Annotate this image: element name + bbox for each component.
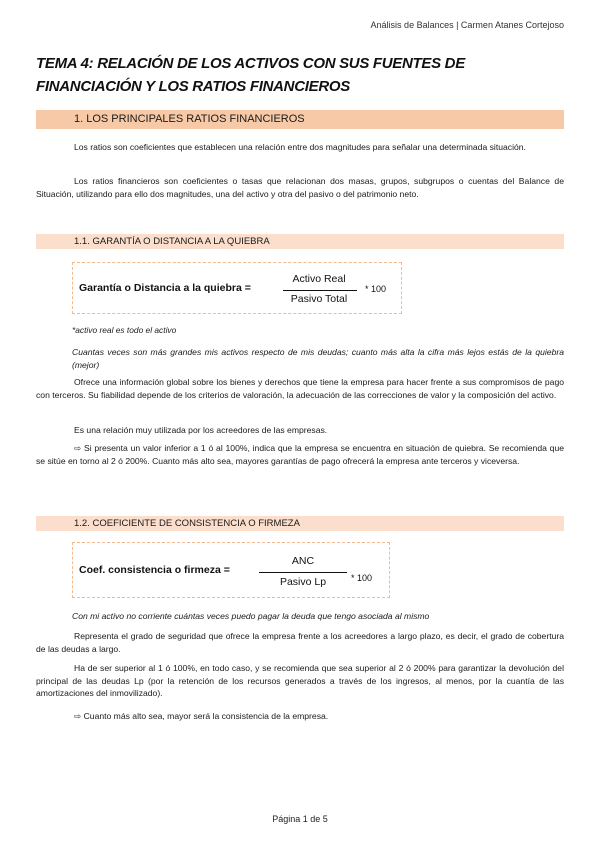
section-1-1-paragraph-3: ⇨ Si presenta un valor inferior a 1 ó al 100%, indica que la empresa se encuentra en situación de quiebra. Se recomienda que se sitúe en torno al 2 ó 200%. Cuanto más alto sea, mayores garantías de pago ofrecerá la empresa ante terceros y viceversa. — [36, 443, 564, 466]
section-1-1-paragraph-2: Es una relación muy utilizada por los acreedores de las empresas. — [74, 425, 328, 435]
section-1-paragraph-1: Los ratios son coeficientes que establecen una relación entre dos magnitudes para señalar una determinada situación. — [74, 142, 526, 152]
section-1-2-paragraph-2: Ha de ser superior al 1 ó 100%, en todo caso, y se recomienda que sea superior al 2 ó 200% para garantizar la devolución del principal de las deudas Lp (por la retención de los recursos generados a través de los ingresos, al menos, por la cuantía de las amortizaciones del inmovilizado). — [36, 663, 564, 698]
section-1-1-paragraph-1: Ofrece una información global sobre los bienes y derechos que tiene la empresa para hacer frente a sus compromisos de pago con terceros. Su fiabilidad depende de los criterios de valoración, la adecuación de las correcciones de valor y la composición del activo. — [36, 377, 564, 400]
section-heading-1-text: 1. LOS PRINCIPALES RATIOS FINANCIEROS — [74, 113, 305, 125]
fraction-bar — [259, 572, 347, 573]
title-line-2: FINANCIACIÓN Y LOS RATIOS FINANCIEROS — [36, 78, 350, 95]
formula-numerator: Activo Real — [292, 273, 346, 285]
section-heading-1-2-text: 1.2. COEFICIENTE DE CONSISTENCIA O FIRMEZA — [74, 518, 300, 529]
section-1-2-paragraph-1: Representa el grado de seguridad que ofrece la empresa frente a los acreedores a largo plazo, es decir, el grado de cobertura de las deudas a largo. — [36, 631, 564, 654]
formula-label: Garantía o Distancia a la quiebra = — [79, 282, 251, 294]
formula-denominator: Pasivo Lp — [279, 576, 327, 588]
section-heading-1 — [36, 110, 564, 129]
page-title — [36, 52, 564, 98]
formula-multiplier: * 100 — [351, 573, 373, 583]
formula-note: *activo real es todo el activo — [72, 325, 177, 335]
section-1-1-italic-text: Cuantas veces son más grandes mis activos respecto de mis deudas; cuanto más alta la cifra más lejos estás de la quiebra (mejor) — [72, 347, 564, 370]
section-heading-1-1 — [36, 234, 564, 249]
section-heading-1-2 — [36, 516, 564, 531]
section-1-paragraph-2: Los ratios financieros son coeficientes o tasas que relacionan dos masas, grupos, subgrupos o cuentas del Balance de Situación, utilizando para ello dos magnitudes, una del activo y otra del pasivo o del patrimonio neto. — [36, 176, 564, 199]
section-1-2-paragraph-3: ⇨ Cuanto más alto sea, mayor será la consistencia de la empresa. — [74, 711, 329, 721]
formula-multiplier: * 100 — [365, 284, 387, 294]
formula-box-consistencia — [72, 542, 390, 598]
page-header: Análisis de Balances | Carmen Atanes Cortejoso — [370, 20, 564, 30]
section-heading-1-1-text: 1.1. GARANTÍA O DISTANCIA A LA QUIEBRA — [74, 236, 270, 247]
formula-denominator: Pasivo Total — [290, 293, 348, 305]
formula-box-garantia — [72, 262, 402, 314]
section-1-2-italic-text: Con mi activo no corriente cuántas veces puedo pagar la deuda que tengo asociada al mismo — [72, 611, 430, 621]
formula-numerator: ANC — [291, 555, 315, 567]
title-line-1: TEMA 4: RELACIÓN DE LOS ACTIVOS CON SUS FUENTES DE — [36, 55, 465, 72]
page-footer: Página 1 de 5 — [272, 814, 328, 824]
formula-label: Coef. consistencia o firmeza = — [79, 564, 230, 576]
fraction-bar — [283, 290, 357, 291]
